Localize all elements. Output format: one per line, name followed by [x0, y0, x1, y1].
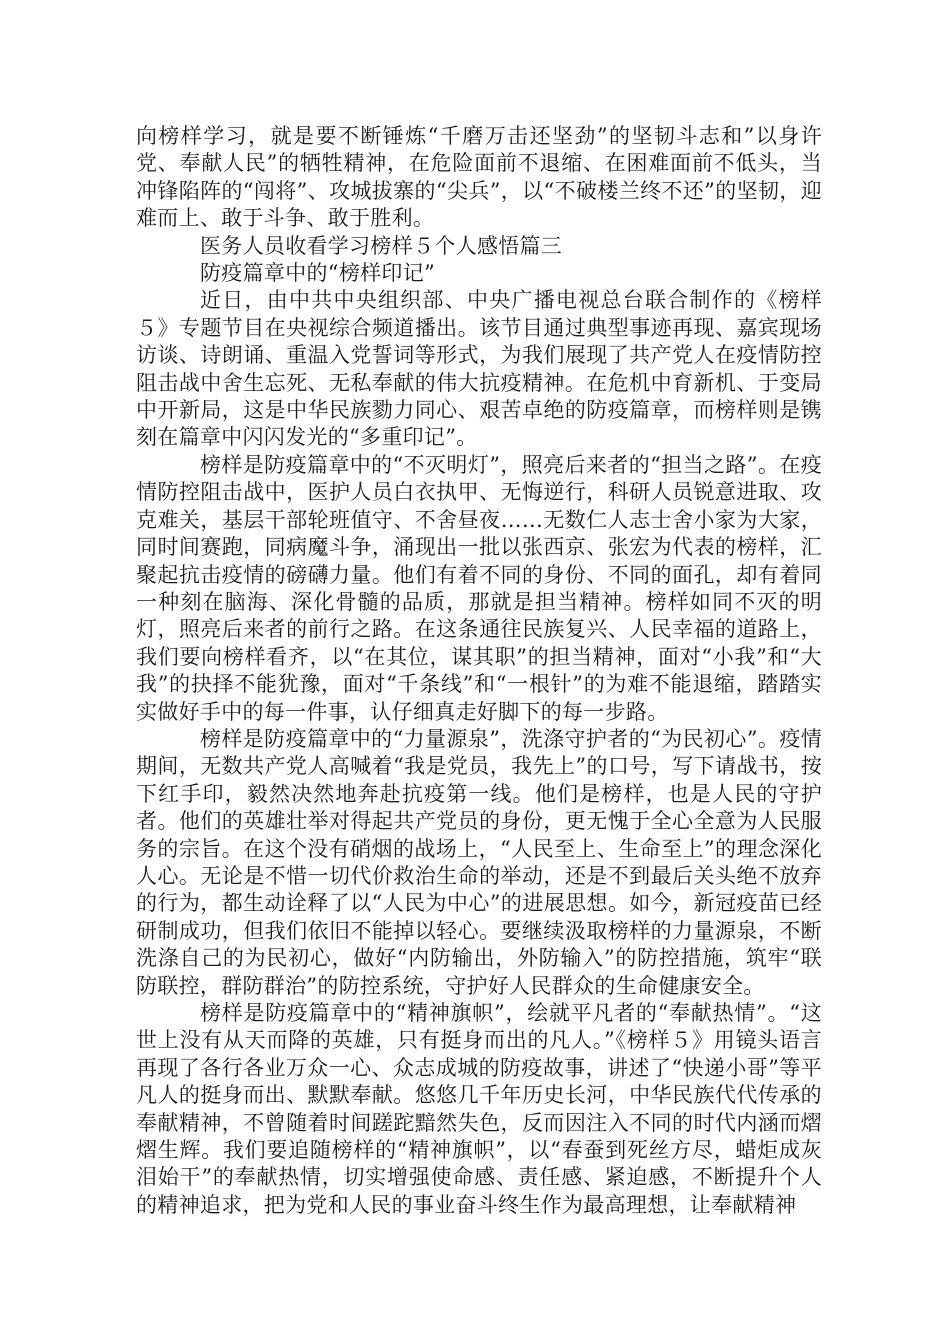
- paragraph-body: 近日，由中共中央组织部、中央广播电视总台联合制作的《榜样５》专题节目在央视综合频道播出。该节目通过典型事迹再现、嘉宾现场访谈、诗朗诵、重温入党誓词等形式，为我们展现了共产党人在疫情防控阻击战中舍生忘死、无私奉献的伟大抗疫精神。在危机中育新机、于变局中开新局，这是中华民族勠力同心、艰苦卓绝的防疫篇章，而榜样则是镌刻在篇章中闪闪发光的“多重印记”。: [136, 288, 822, 450]
- paragraph-body: 榜样是防疫篇章中的“不灭明灯”，照亮后来者的“担当之路”。在疫情防控阻击战中，医护人员白衣执甲、无悔逆行，科研人员锐意进取、攻克难关，基层干部轮班值守、不舍昼夜……无数仁人志士舍小家为大家，同时间赛跑，同病魔斗争，涌现出一批以张西京、张宏为代表的榜样，汇聚起抗击疫情的磅礴力量。他们有着不同的身份、不同的面孔，却有着同一种刻在脑海、深化骨髓的品质，那就是担当精神。榜样如同不灭的明灯，照亮后来者的前行之路。在这条通往民族复兴、人民幸福的道路上，我们要向榜样看齐，以“在其位，谋其职”的担当精神，面对“小我”和“大我”的抉择不能犹豫，面对“千条线”和“一根针”的为难不能退缩，踏踏实实做好手中的每一件事，认仔细真走好脚下的每一步路。: [136, 452, 822, 724]
- article-title: 防疫篇章中的“榜样印记”: [200, 261, 436, 286]
- section-title: 医务人员收看学习榜样５个人感悟篇三: [200, 233, 563, 258]
- paragraph-body: 榜样是防疫篇章中的“力量源泉”，洗涤守护者的“为民初心”。疫情期间，无数共产党人高喊着“我是党员，我先上”的口号，写下请战书，按下红手印，毅然决然地奔赴抗疫第一线。他们是榜样，也是人民的守护者。他们的英雄壮举对得起共产党员的身份，更无愧于全心全意为人民服务的宗旨。在这个没有硝烟的战场上，“人民至上、生命至上”的理念深化人心。无论是不惜一切代价救治生命的举动，还是不到最后关头绝不放弃的行为，都生动诠释了以“人民为中心”的进展思想。如今，新冠疫苗已经研制成功，但我们依旧不能掉以轻心。要继续汲取榜样的力量源泉，不断洗涤自己的为民初心，做好“内防输出，外防输入”的防控措施，筑牢“联防联控，群防群治”的防控系统，守护好人民群众的生命健康安全。: [136, 726, 822, 998]
- document-page: [136, 123, 822, 1219]
- paragraph-body: 榜样是防疫篇章中的“精神旗帜”，绘就平凡者的“奉献热情”。“这世上没有从天而降的英雄，只有挺身而出的凡人。”《榜样５》用镜头语言再现了各行各业万众一心、众志成城的防疫故事，讲述了“快递小哥”等平凡人的挺身而出、默默奉献。悠悠几千年历史长河，中华民族代代传承的奉献精神，不曾随着时间蹉跎黯然失色，反而因注入不同的时代内涵而熠熠生辉。我们要追随榜样的“精神旗帜”，以“春蚕到死丝方尽，蜡炬成灰泪始干”的奉献热情，切实增强使命感、责任感、紧迫感，不断提升个人的精神追求，把为党和人民的事业奋斗终生作为最高理想，让奉献精神: [136, 1001, 822, 1217]
- paragraph-intro: 向榜样学习，就是要不断锤炼“千磨万击还坚劲”的坚韧斗志和”以身许党、奉献人民”的牺牲精神，在危险面前不退缩、在困难面前不低头，当冲锋陷阵的“闯将”、攻城拔寨的“尖兵”，以“不破楼兰终不还”的坚韧，迎难而上、敢于斗争、敢于胜利。: [136, 124, 822, 231]
